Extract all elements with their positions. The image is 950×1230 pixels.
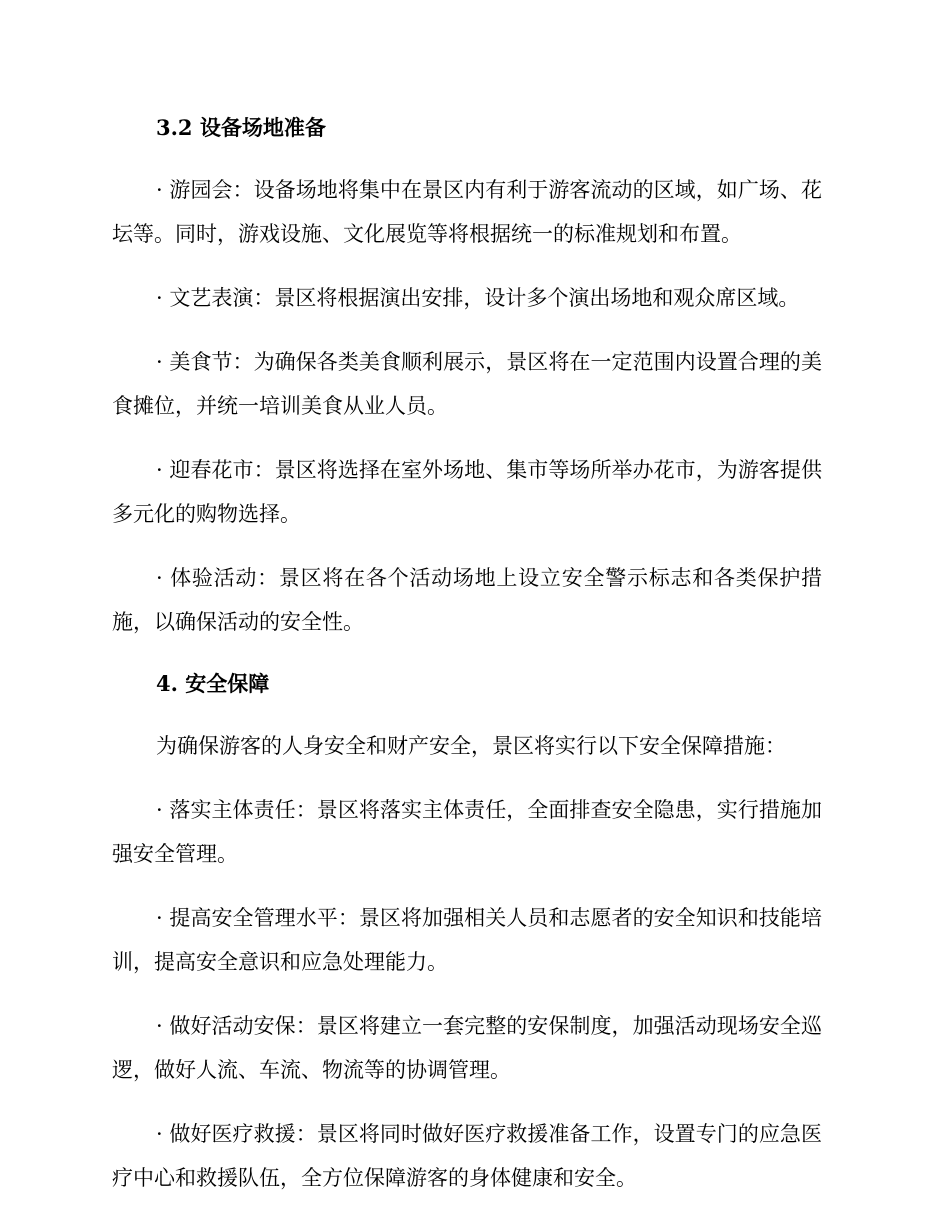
paragraph-main-responsibility: · 落实主体责任：景区将落实主体责任，全面排查安全隐患，实行措施加强安全管理。	[112, 798, 822, 866]
paragraph-spring-flower-market: · 迎春花市：景区将选择在室外场地、集市等场所举办花市，为游客提供多元化的购物选择。	[112, 458, 822, 526]
paragraph-art-performance: · 文艺表演：景区将根据演出安排，设计多个演出场地和观众席区域。	[156, 286, 800, 310]
paragraph-medical-rescue: · 做好医疗救援：景区将同时做好医疗救援准备工作，设置专门的应急医疗中心和救援队伍，全方位保障游客的身体健康和安全。	[112, 1122, 822, 1190]
document-page	[112, 108, 822, 1220]
paragraph-event-security: · 做好活动安保：景区将建立一套完整的安保制度，加强活动现场安全巡逻，做好人流、车流、物流等的协调管理。	[112, 1014, 822, 1082]
paragraph-safety-management: · 提高安全管理水平：景区将加强相关人员和志愿者的安全知识和技能培训，提高安全意识和应急处理能力。	[112, 906, 822, 974]
paragraph-garden-party: · 游园会：设备场地将集中在景区内有利于游客流动的区域，如广场、花坛等。同时，游戏设施、文化展览等将根据统一的标准规划和布置。	[112, 178, 822, 246]
section-heading-safety: 4. 安全保障	[156, 671, 270, 696]
paragraph-experience-activities: · 体验活动：景区将在各个活动场地上设立安全警示标志和各类保护措施，以确保活动的安全性。	[112, 566, 822, 634]
paragraph-food-festival: · 美食节：为确保各类美食顺利展示，景区将在一定范围内设置合理的美食摊位，并统一培训美食从业人员。	[112, 350, 822, 418]
paragraph-safety-intro: 为确保游客的人身安全和财产安全，景区将实行以下安全保障措施：	[156, 734, 786, 758]
section-heading-equipment-venue: 3.2 设备场地准备	[156, 115, 326, 140]
